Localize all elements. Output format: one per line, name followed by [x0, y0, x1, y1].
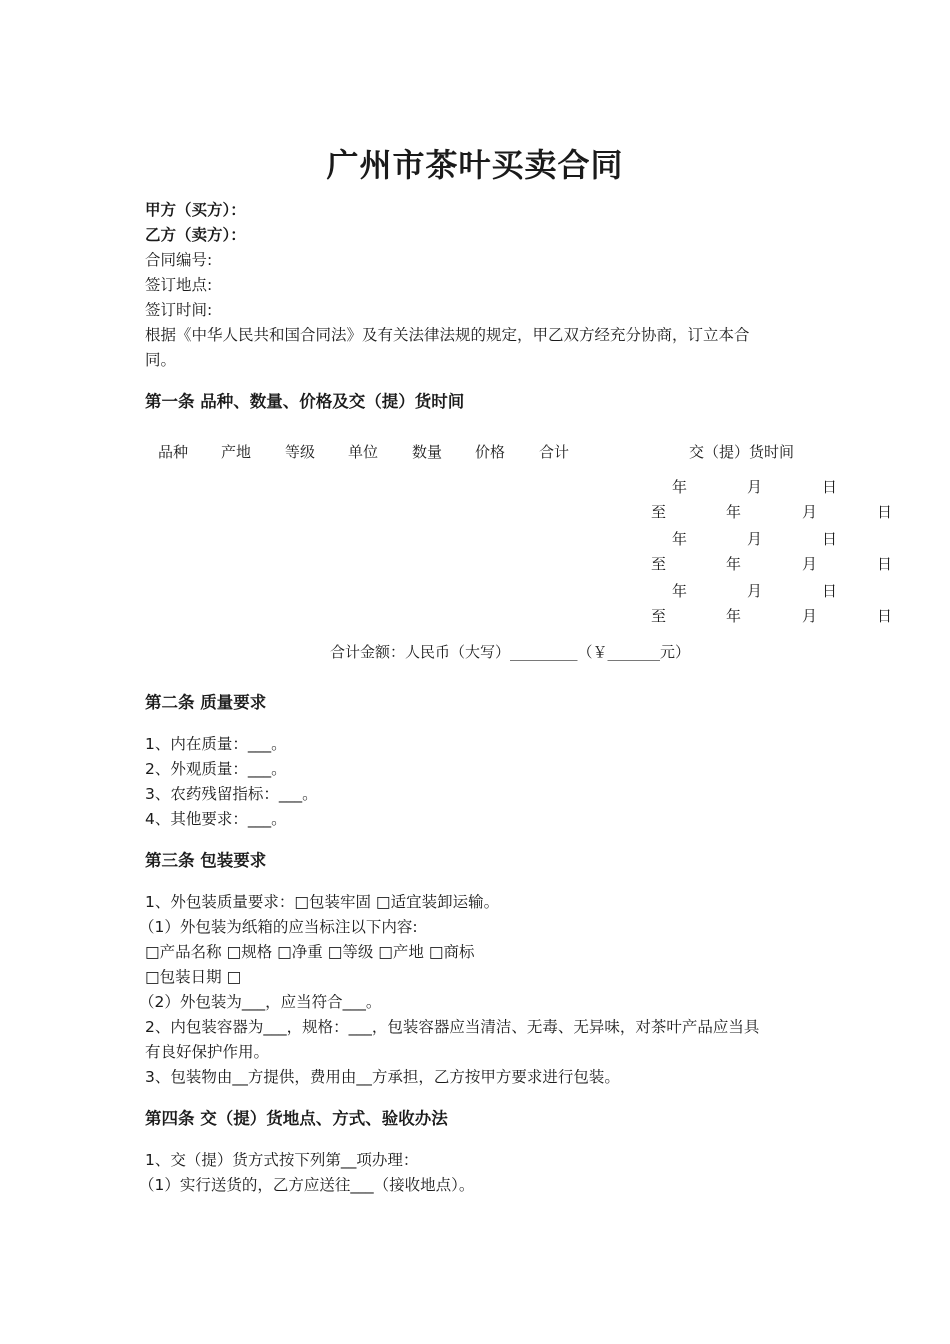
- delivery-line: 1、交（提）货方式按下列第__项办理：: [145, 1151, 419, 1169]
- col-grade: 等级: [285, 443, 316, 461]
- date-day: 日: [877, 607, 893, 625]
- date-year: 年: [726, 503, 742, 521]
- date-year: 年: [726, 607, 742, 625]
- contract-number-label: 合同编号:: [145, 251, 213, 269]
- col-origin: 产地: [221, 443, 252, 461]
- col-unit: 单位: [348, 443, 379, 461]
- col-total: 合计: [539, 443, 570, 461]
- date-month: 月: [747, 530, 763, 548]
- date-month: 月: [747, 478, 763, 496]
- col-price: 价格: [475, 443, 506, 461]
- col-quantity: 数量: [412, 443, 443, 461]
- col-variety: 品种: [158, 443, 189, 461]
- date-day: 日: [822, 478, 838, 496]
- date-year: 年: [672, 582, 688, 600]
- preamble-line-1: 根据《中华人民共和国合同法》及有关法律法规的规定，甲乙双方经充分协商，订立本合: [145, 326, 750, 344]
- packaging-line: （2）外包装为___，应当符合___。: [139, 993, 382, 1011]
- date-year: 年: [672, 530, 688, 548]
- date-to: 至: [651, 607, 667, 625]
- date-month: 月: [802, 503, 818, 521]
- quality-item: 2、外观质量：___。: [145, 760, 287, 778]
- party-b-label: 乙方（卖方）：: [145, 226, 246, 244]
- quality-item: 1、内在质量：___。: [145, 735, 287, 753]
- article-3-heading: 第三条 包装要求: [145, 851, 267, 870]
- date-month: 月: [802, 607, 818, 625]
- sign-place-label: 签订地点:: [145, 276, 213, 294]
- date-month: 月: [802, 555, 818, 573]
- packaging-line: 3、包装物由__方提供，费用由__方承担，乙方按甲方要求进行包装。: [145, 1068, 620, 1086]
- party-a-label: 甲方（买方）：: [145, 201, 246, 219]
- date-day: 日: [877, 503, 893, 521]
- article-2-heading: 第二条 质量要求: [145, 693, 267, 712]
- delivery-line: （1）实行送货的，乙方应送往___（接收地点）。: [139, 1176, 475, 1194]
- quality-item: 3、农药残留指标：___。: [145, 785, 318, 803]
- packaging-line: （1）外包装为纸箱的应当标注以下内容:: [139, 918, 418, 936]
- date-year: 年: [726, 555, 742, 573]
- date-day: 日: [822, 530, 838, 548]
- quality-item: 4、其他要求：___。: [145, 810, 287, 828]
- date-to: 至: [651, 503, 667, 521]
- total-amount: 合计金额：人民币（大写）_________（￥_______元）: [330, 643, 691, 661]
- document-title: 广州市茶叶买卖合同: [326, 146, 624, 184]
- date-to: 至: [651, 555, 667, 573]
- article-4-heading: 第四条 交（提）货地点、方式、验收办法: [145, 1109, 448, 1128]
- sign-time-label: 签订时间:: [145, 301, 213, 319]
- date-month: 月: [747, 582, 763, 600]
- date-year: 年: [672, 478, 688, 496]
- packaging-checklist: □产品名称 □规格 □净重 □等级 □产地 □商标: [145, 943, 475, 961]
- date-day: 日: [877, 555, 893, 573]
- date-day: 日: [822, 582, 838, 600]
- packaging-line: 1、外包装质量要求：□包装牢固 □适宜装卸运输。: [145, 893, 500, 911]
- packaging-line: 有良好保护作用。: [145, 1043, 270, 1061]
- col-delivery-time: 交（提）货时间: [689, 443, 795, 461]
- article-1-heading: 第一条 品种、数量、价格及交（提）货时间: [145, 392, 465, 411]
- packaging-line: 2、内包装容器为___，规格：___，包装容器应当清洁、无毒、无异味，对茶叶产品应当具: [145, 1018, 760, 1036]
- preamble-line-2: 同。: [145, 351, 177, 369]
- packaging-checklist: □包装日期 □: [145, 968, 242, 986]
